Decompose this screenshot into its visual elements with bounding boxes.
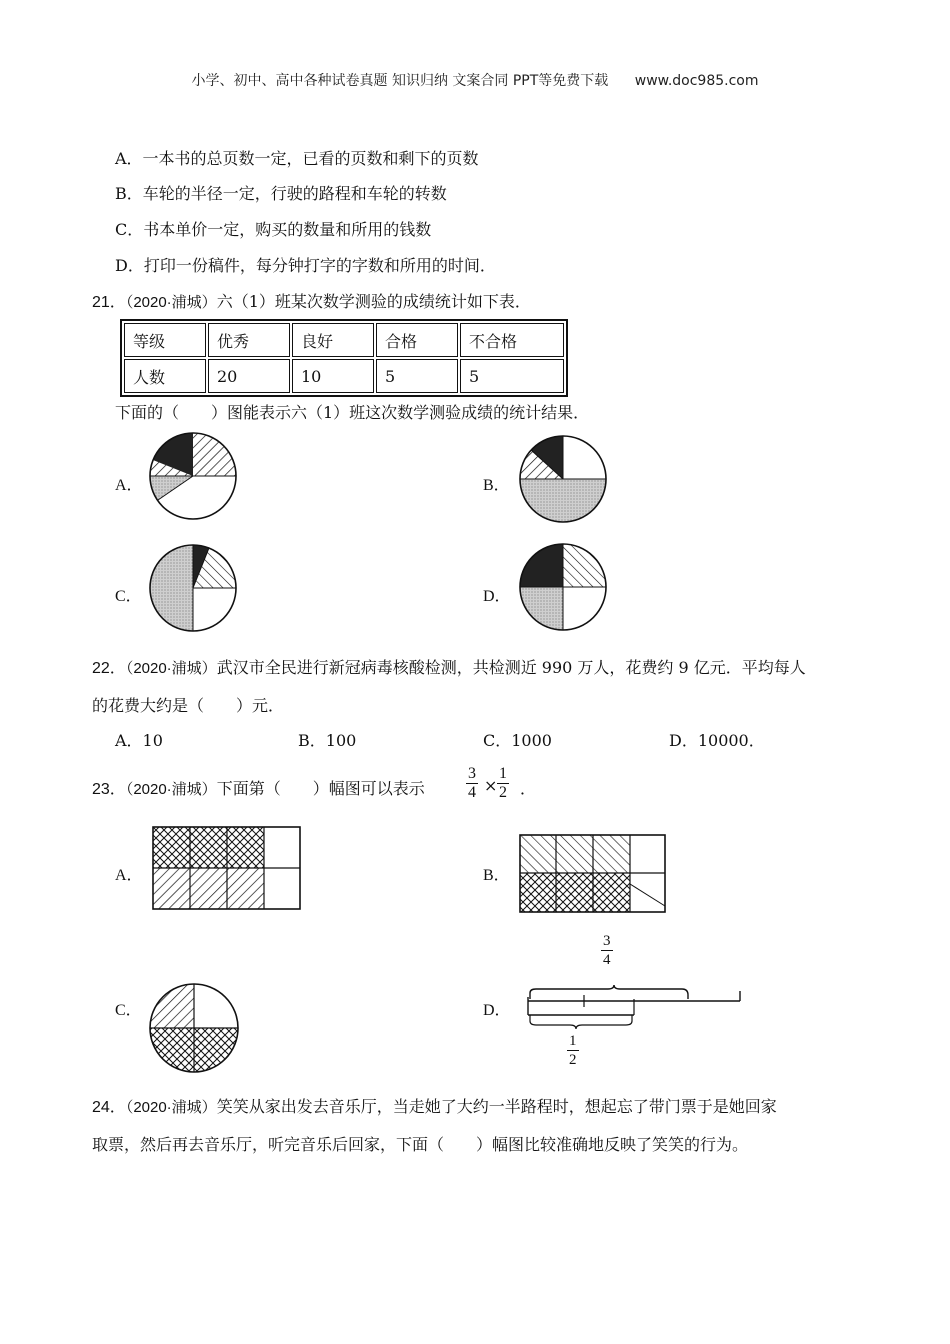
q21-number: 21． xyxy=(92,294,126,311)
q22-stem-line1 xyxy=(92,655,806,678)
q23-fraction-three-quarters xyxy=(466,765,478,802)
q21-pie-c xyxy=(149,544,237,632)
q23-d-top-fraction xyxy=(601,932,613,969)
q22-source: （2020·浦城） xyxy=(125,660,217,677)
table-cell: 5 xyxy=(460,359,564,393)
q21-pie-b xyxy=(519,435,607,523)
table-cell: 等级 xyxy=(124,323,206,357)
table-cell: 不合格 xyxy=(460,323,564,357)
table-cell: 良好 xyxy=(292,323,374,357)
table-cell: 10 xyxy=(292,359,374,393)
q23-source: （2020·浦城） xyxy=(125,781,217,798)
q21-stem xyxy=(92,289,531,312)
q22-number: 22． xyxy=(92,660,126,677)
fraction-denominator: 2 xyxy=(499,784,507,801)
q24-stem-line1 xyxy=(92,1094,777,1117)
table-cell: 人数 xyxy=(124,359,206,393)
q21-label-d: D． xyxy=(483,588,511,605)
fraction-numerator: 3 xyxy=(603,933,611,949)
q23-label-c: C． xyxy=(115,1002,142,1019)
table-header-row xyxy=(124,323,564,357)
q24-number: 24． xyxy=(92,1099,126,1116)
fraction-denominator: 4 xyxy=(468,784,476,801)
q21-label-b: B． xyxy=(483,477,510,494)
q21-pie-d xyxy=(519,543,607,631)
q21-label-a: A． xyxy=(115,477,143,494)
q21-text: 六（1）班某次数学测验的成绩统计如下表． xyxy=(216,292,531,311)
q23-figure-b xyxy=(519,834,667,914)
table-row xyxy=(124,359,564,393)
q23-end: ． xyxy=(520,779,537,798)
fraction-numerator: 1 xyxy=(569,1033,577,1049)
q21-pie-a xyxy=(149,432,237,520)
table-cell: 5 xyxy=(376,359,458,393)
table-cell: 优秀 xyxy=(208,323,290,357)
q23-figure-d-segments xyxy=(526,985,746,1030)
q22-option-b: B．100 xyxy=(298,731,357,750)
header-tagline: 小学、初中、高中各种试卷真题 知识归纳 文案合同 PPT等免费下载 xyxy=(191,73,609,89)
q23-stem xyxy=(92,776,425,799)
q23-number: 23． xyxy=(92,781,126,798)
q22-stem-line2: 的花费大约是（ ）元． xyxy=(92,696,285,715)
q22-option-d: D．10000． xyxy=(669,731,765,750)
q23-fraction-one-half xyxy=(497,765,509,802)
q22-option-a: A．10 xyxy=(115,731,163,750)
q23-label-d: D． xyxy=(483,1002,511,1019)
q20-option-d: D．打印一份稿件，每分钟打字的字数和所用的时间． xyxy=(115,256,496,275)
header-url[interactable]: www.doc985.com xyxy=(634,73,759,89)
grades-table xyxy=(120,319,568,397)
q23-text: 下面第（ ）幅图可以表示 xyxy=(216,779,425,798)
fraction-numerator: 3 xyxy=(468,765,476,782)
q20-option-c: C．书本单价一定，购买的数量和所用的钱数 xyxy=(115,220,432,239)
q23-figure-a xyxy=(152,826,302,910)
page-header xyxy=(0,70,950,90)
q24-source: （2020·浦城） xyxy=(125,1099,217,1116)
q23-label-b: B． xyxy=(483,867,510,884)
fraction-numerator: 1 xyxy=(499,765,507,782)
q21-label-c: C． xyxy=(115,588,142,605)
fraction-denominator: 4 xyxy=(603,952,611,968)
times-sign: × xyxy=(484,776,498,795)
q20-option-b: B．车轮的半径一定，行驶的路程和车轮的转数 xyxy=(115,184,447,203)
q21-source: （2020·浦城） xyxy=(125,294,217,311)
q22-option-c: C．1000 xyxy=(483,731,552,750)
q23-d-bottom-fraction xyxy=(567,1032,579,1069)
q23-label-a: A． xyxy=(115,867,143,884)
q24-text: 笑笑从家出发去音乐厅，当走她了大约一半路程时，想起忘了带门票于是她回家 xyxy=(216,1097,777,1116)
q24-stem-line2: 取票，然后再去音乐厅，听完音乐后回家，下面（ ）幅图比较准确地反映了笑笑的行为。 xyxy=(92,1135,749,1154)
fraction-denominator: 2 xyxy=(569,1052,577,1068)
q20-option-a: A．一本书的总页数一定，已看的页数和剩下的页数 xyxy=(115,149,479,168)
q23-figure-c xyxy=(149,983,239,1073)
q22-text: 武汉市全民进行新冠病毒核酸检测，共检测近 990 万人，花费约 9 亿元．平均每人 xyxy=(216,658,806,677)
table-cell: 合格 xyxy=(376,323,458,357)
q21-followup: 下面的（ ）图能表示六（1）班这次数学测验成绩的统计结果． xyxy=(115,403,590,422)
table-cell: 20 xyxy=(208,359,290,393)
